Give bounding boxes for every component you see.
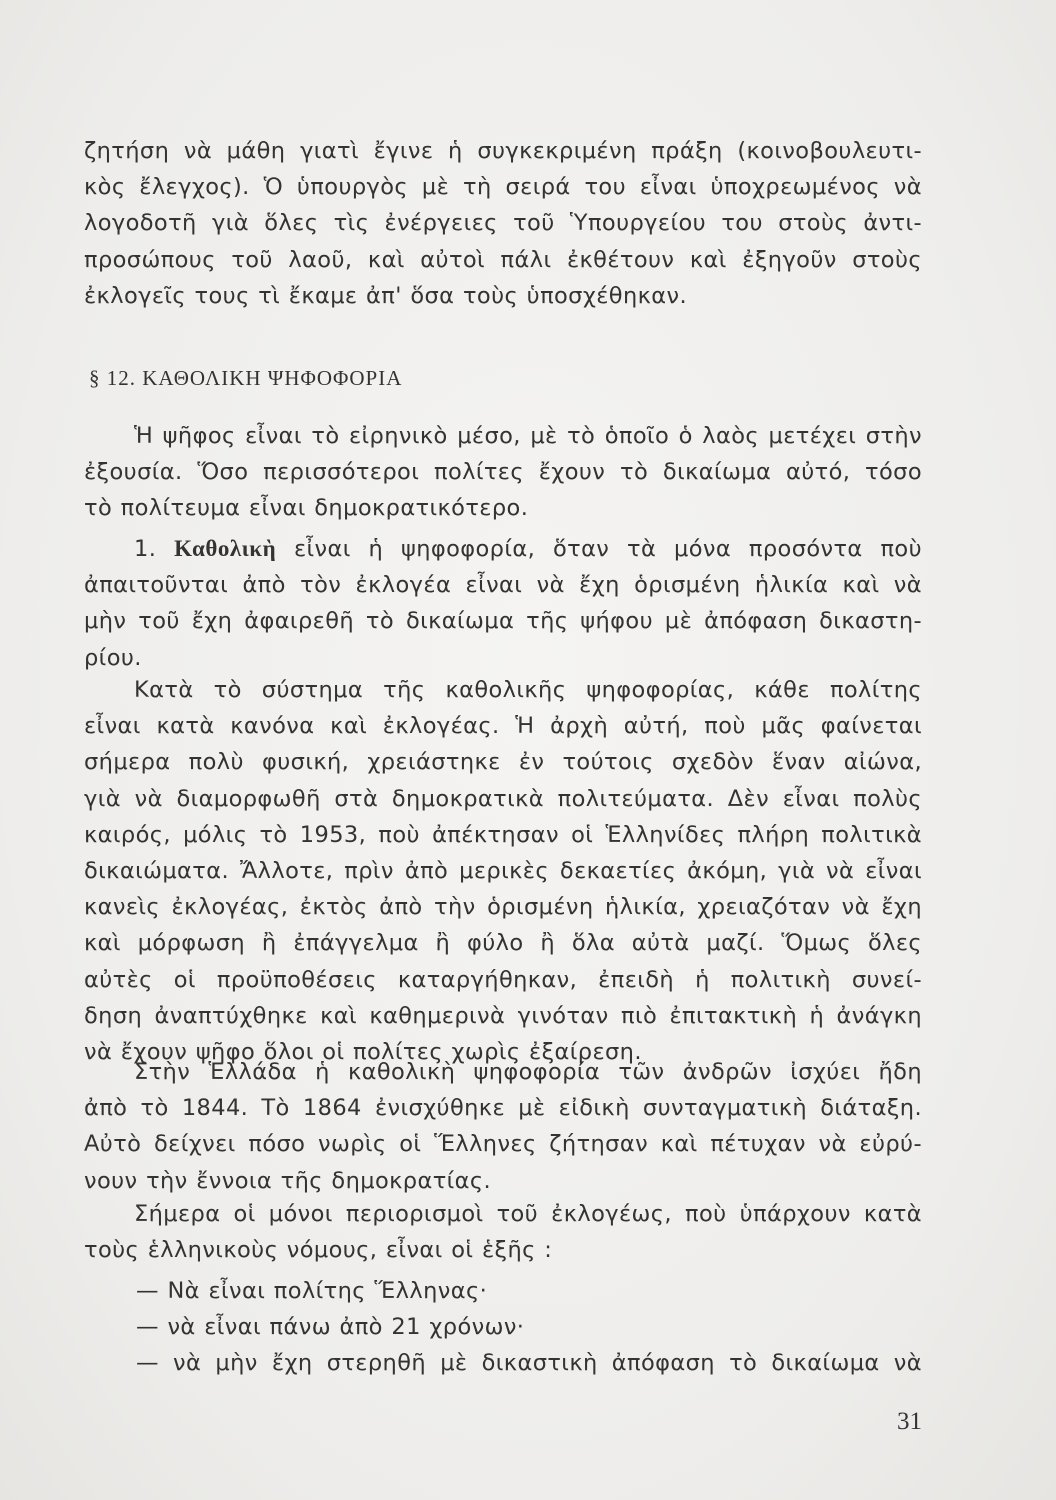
text-line: Αὐτὸ δείχνει πόσο νωρὶς οἱ Ἕλληνες ζήτησαν καὶ πέτυχαν νὰ εὐρύ- [84,1131,922,1158]
text-line [84,531,922,567]
text-line: καὶ μόρφωση ἢ ἐπάγγελμα ἢ φύλο ἢ ὅλα αὐτὰ μαζί. Ὅμως ὅλες [84,930,922,957]
text-line: νὰ ἔχουν ψῆφο ὅλοι οἱ πολίτες χωρὶς ἐξαίρεση. [84,1039,642,1066]
text-line: ρίου. [84,644,142,671]
page-number: 31 [897,1408,922,1435]
text-line: καιρός, μόλις τὸ 1953, ποὺ ἀπέκτησαν οἱ Ἑλληνίδες πλήρη πολιτικὰ [84,821,922,848]
list-item: — νὰ μὴν ἔχη στερηθῆ μὲ δικαστικὴ ἀπόφαση τὸ δικαίωμα νὰ [136,1350,922,1377]
text-line: ἀπαιτοῦνται ἀπὸ τὸν ἐκλογέα εἶναι νὰ ἔχη ὁρισμένη ἡλικία καὶ νὰ [84,572,922,599]
text-line: αὐτὲς οἱ προϋποθέσεις καταργήθηκαν, ἐπειδὴ ἡ πολιτικὴ συνεί- [84,966,922,993]
text-fragment: εἶναι ἡ ψηφοφορία, ὅταν τὰ μόνα προσόντα ποὺ [293,536,922,562]
paragraph-universal-definition [84,531,922,676]
text-line: δηση ἀναπτύχθηκε καὶ καθημερινὰ γινόταν πιὸ ἐπιτακτικὴ ἡ ἀνάγκη [84,1002,922,1029]
item-number: 1. [134,536,157,562]
text-line: Στὴν Ἑλλάδα ἡ καθολικὴ ψηφοφορία τῶν ἀνδρῶν ἰσχύει ἤδη [134,1059,922,1085]
restrictions-list [84,1273,922,1382]
section-heading: § 12. ΚΑΘΟΛΙΚΗ ΨΗΦΟΦΟΡΙΑ [89,366,403,390]
text-line: εἶναι κατὰ κανόνα καὶ ἐκλογέας. Ἡ ἀρχὴ αὐτή, ποὺ μᾶς φαίνεται [84,713,922,740]
text-line: ζητήση νὰ μάθη γιατὶ ἔγινε ἡ συγκεκριμένη πράξη (κοινοβουλευτι- [84,138,922,164]
text-line: τὸ πολίτευμα εἶναι δημοκρατικότερο. [84,495,529,522]
text-line: Σήμερα οἱ μόνοι περιορισμοὶ τοῦ ἐκλογέως, ποὺ ὑπάρχουν κατὰ [134,1201,922,1227]
text-line: ἀπὸ τὸ 1844. Τὸ 1864 ἐνισχύθηκε μὲ εἰδικὴ συνταγματικὴ διάταξη. [84,1095,922,1122]
text-line: ἐκλογεῖς τους τὶ ἔκαμε ἀπ' ὅσα τοὺς ὑποσχέθηκαν. [84,282,688,309]
text-line: τοὺς ἑλληνικοὺς νόμους, εἶναι οἱ ἑξῆς : [84,1237,553,1264]
text-line: νουν τὴν ἔννοια τῆς δημοκρατίας. [84,1167,492,1194]
paragraph-restrictions [84,1196,922,1268]
list-item: — Νὰ εἶναι πολίτης Ἕλληνας· [136,1278,488,1304]
intro-paragraph [84,133,922,314]
text-line: Ἡ ψῆφος εἶναι τὸ εἰρηνικὸ μέσο, μὲ τὸ ὁποῖο ὁ λαὸς μετέχει στὴν [134,423,922,449]
text-line: σήμερα πολὺ φυσική, χρειάστηκε ἐν τούτοις σχεδὸν ἕναν αἰώνα, [84,749,922,776]
text-line: κανεὶς ἐκλογέας, ἐκτὸς ἀπὸ τὴν ὁρισμένη ἡλικία, χρειαζόταν νὰ ἔχη [84,894,922,921]
text-line: κὸς ἔλεγχος). Ὁ ὑπουργὸς μὲ τὴ σειρά του εἶναι ὑποχρεωμένος νὰ [84,174,922,201]
text-line: προσώπους τοῦ λαοῦ, καὶ αὐτοὶ πάλι ἐκθέτουν καὶ ἐξηγοῦν στοὺς [84,246,922,273]
text-line: Κατὰ τὸ σύστημα τῆς καθολικῆς ψηφοφορίας, κάθε πολίτης [134,677,922,703]
paragraph-greece [84,1054,922,1199]
text-line: γιὰ νὰ διαμορφωθῆ στὰ δημοκρατικὰ πολιτεύματα. Δὲν εἶναι πολὺς [84,785,922,812]
text-line: μὴν τοῦ ἔχη ἀφαιρεθῆ τὸ δικαίωμα τῆς ψήφου μὲ ἀπόφαση δικαστη- [84,608,922,635]
list-item: — νὰ εἶναι πάνω ἀπὸ 21 χρόνων· [136,1314,525,1341]
bold-term: Καθολικὴ [174,536,277,561]
paragraph-system [84,672,922,1070]
text-line: ἐξουσία. Ὅσο περισσότεροι πολίτες ἔχουν τὸ δικαίωμα αὐτό, τόσο [84,459,922,486]
text-line: δικαιώματα. Ἄλλοτε, πρὶν ἀπὸ μερικὲς δεκαετίες ἀκόμη, γιὰ νὰ εἶναι [84,858,922,885]
paragraph-vote-definition [84,418,922,527]
text-line: λογοδοτῆ γιὰ ὅλες τὶς ἐνέργειες τοῦ Ὑπουργείου του στοὺς ἀντι- [84,210,922,237]
